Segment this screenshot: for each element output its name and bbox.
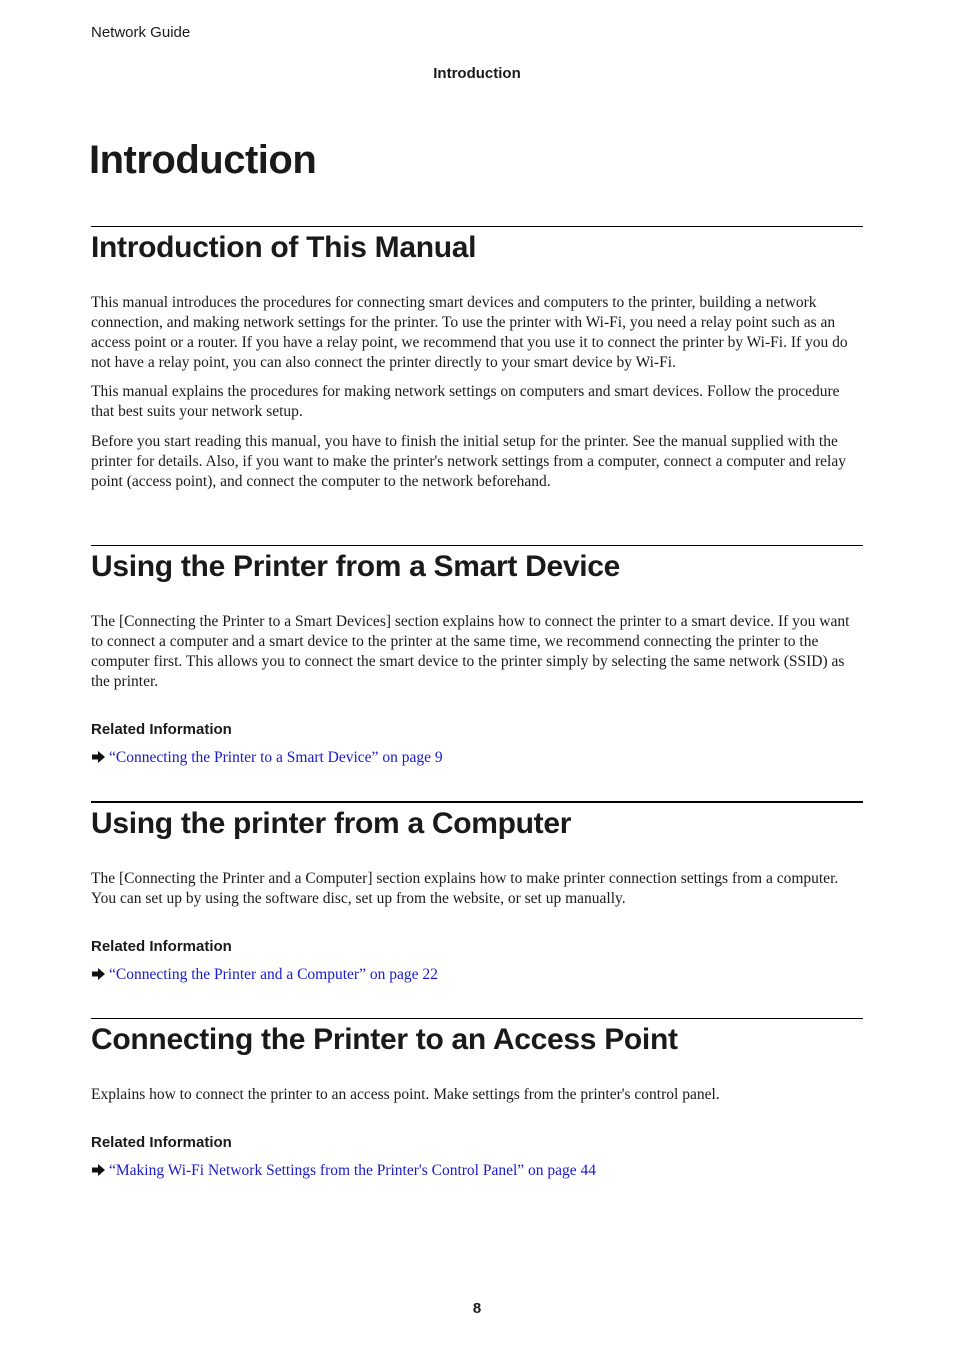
running-head: Introduction (433, 65, 521, 82)
section-access-point (91, 1018, 863, 1181)
section-divider (91, 545, 863, 546)
paragraph: This manual explains the procedures for making network settings on computers and smart devices. Follow the procedure that best suits your network setup. (91, 383, 840, 420)
section-introduction-of-manual (91, 226, 863, 492)
document-title: Network Guide (91, 24, 191, 41)
page-number: 8 (472, 1300, 482, 1317)
section-divider (91, 801, 863, 803)
chapter-title: Introduction (89, 138, 317, 182)
section-title: Connecting the Printer to an Access Point (91, 1023, 678, 1056)
paragraph: This manual introduces the procedures for connecting smart devices and computers to the printer, building a network connection, and making network settings for the printer. To use the printer with Wi-Fi, you need a relay point such as an access point or a router. If you have a relay point, we recommend that you use it to connect the printer by Wi-Fi. If you do not have a relay point, you can also connect the printer directly to your smart device by Wi-Fi. (91, 294, 848, 371)
section-smart-device (91, 545, 863, 768)
related-link-text[interactable]: “Connecting the Printer and a Computer” on page 22 (109, 966, 438, 983)
related-link-text[interactable]: “Connecting the Printer to a Smart Device” on page 9 (109, 749, 443, 766)
paragraph: Explains how to connect the printer to an access point. Make settings from the printer's control panel. (91, 1086, 720, 1103)
section-title: Introduction of This Manual (91, 231, 477, 264)
paragraph: The [Connecting the Printer to a Smart Devices] section explains how to connect the printer to a smart device. If you want to connect a computer and a smart device to the printer at the same time, we recommend connecting the printer to the computer first. This allows you to connect the smart device to the printer simply by selecting the same network (SSID) as the printer. (91, 613, 850, 690)
related-link-text[interactable]: “Making Wi-Fi Network Settings from the Printer's Control Panel” on page 44 (109, 1162, 597, 1179)
related-link[interactable] (91, 1161, 863, 1181)
arrow-right-icon (91, 750, 106, 764)
arrow-right-icon (91, 967, 106, 981)
section-title: Using the Printer from a Smart Device (91, 550, 621, 583)
section-divider (91, 1018, 863, 1019)
related-link[interactable] (91, 748, 863, 768)
related-information-heading: Related Information (91, 938, 232, 955)
section-divider (91, 226, 863, 227)
related-link[interactable] (91, 965, 863, 985)
arrow-right-icon (91, 1163, 106, 1177)
related-information-heading: Related Information (91, 721, 232, 738)
related-information-heading: Related Information (91, 1134, 232, 1151)
paragraph: The [Connecting the Printer and a Computer] section explains how to make printer connection settings from a computer. You can set up by using the software disc, set up from the website, or set up manually. (91, 870, 839, 907)
section-title: Using the printer from a Computer (91, 807, 572, 840)
section-computer (91, 801, 863, 985)
paragraph: Before you start reading this manual, you have to finish the initial setup for the printer. See the manual supplied with the printer for details. Also, if you want to make the printer's network settings from a computer, connect a computer and relay point (access point), and connect the computer to the network beforehand. (91, 433, 846, 490)
